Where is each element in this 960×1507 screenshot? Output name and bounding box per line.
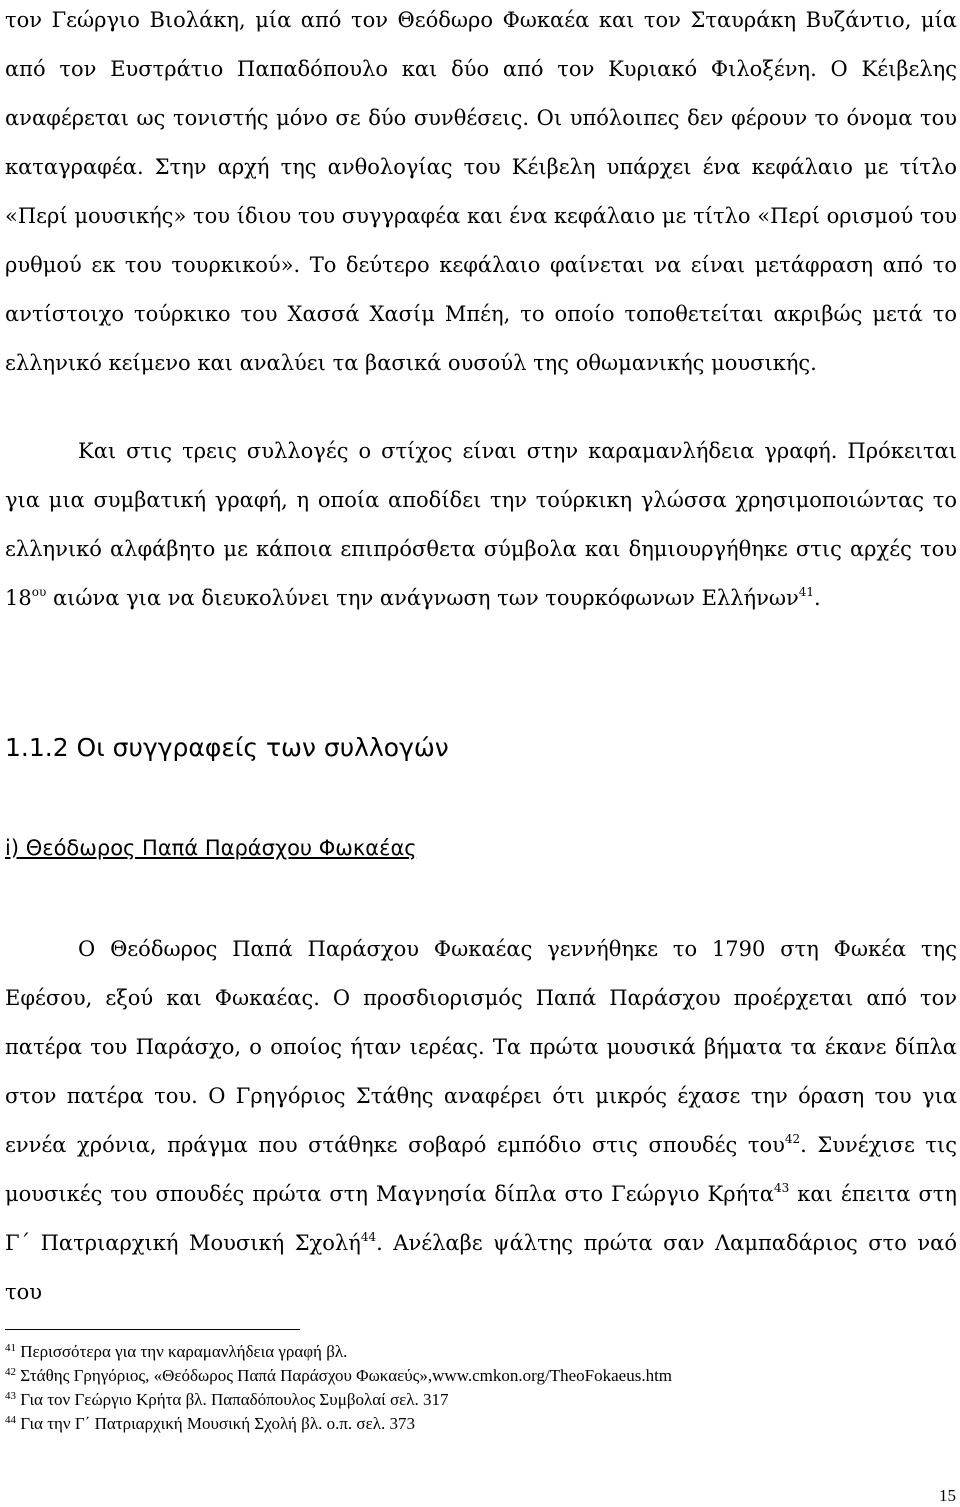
paragraph-3-text-b: . Συνέχισε τις μουσικές του σπουδές πρώτα στη Μαγνησία δίπλα στο Γεώργιο Κρήτα (5, 1133, 957, 1206)
section-heading: 1.1.2 Οι συγγραφείς των συλλογών (5, 733, 449, 762)
paragraph-2 (5, 427, 957, 623)
footnote-number: 42 (5, 1366, 16, 1378)
paragraph-2-text-c: . (814, 586, 821, 610)
footnote-text: Για τον Γεώργιο Κρήτα βλ. Παπαδόπουλος Συμβολαί σελ. 317 (16, 1390, 449, 1409)
paragraph-3-text-a: Ο Θεόδωρος Παπά Παράσχου Φωκαέας γεννήθηκε το 1790 στη Φωκέα της Εφέσου, εξού και Φωκαέας. Ο προσδιορισμός Παπά Παράσχου προέρχεται από τον πατέρα του Παράσχο, ο οποίος ήταν ιερέας. Τα πρώτα μουσικά βήματα τα έκανε δίπλα στον πατέρα του. Ο Γρηγόριος Στάθης αναφέρει ότι μικρός έχασε την όραση του για εννέα χρόνια, πράγμα που στάθηκε σοβαρό εμπόδιο στις σπουδές του (5, 937, 957, 1157)
footnote-text: Για την Γ΄ Πατριαρχική Μουσική Σχολή βλ. ο.π. σελ. 373 (16, 1414, 415, 1433)
footnote-42 (5, 1364, 955, 1388)
footnote-ref-41[interactable]: 41 (798, 585, 815, 599)
footnote-ref-43[interactable]: 43 (773, 1181, 790, 1195)
footnotes (5, 1340, 955, 1436)
paragraph-3-text-c: και έπειτα στη Γ΄ Πατριαρχική Μουσική Σχολή (5, 1182, 957, 1255)
footnote-number: 43 (5, 1390, 16, 1402)
page-number: 15 (939, 1486, 956, 1505)
ordinal-superscript: ου (31, 585, 47, 599)
footnote-number: 41 (5, 1342, 16, 1354)
footnote-separator (5, 1329, 300, 1330)
footnote-text: Στάθης Γρηγόριος, «Θεόδωρος Παπά Παράσχου Φωκαεύς»,www.cmkon.org/TheoFokaeus.htm (16, 1366, 673, 1385)
paragraph-2-text-b: αιώνα για να διευκολύνει την ανάγνωση των τουρκόφωνων Ελλήνων (46, 586, 799, 610)
footnote-ref-42[interactable]: 42 (784, 1132, 801, 1146)
paragraph-3-text-d: . Ανέλαβε ψάλτης πρώτα σαν Λαμπαδάριος στο ναό του (5, 1231, 958, 1304)
footnote-41 (5, 1340, 955, 1364)
paragraph-1 (5, 0, 957, 388)
subsection-heading: i) Θεόδωρος Παπά Παράσχου Φωκαέας (5, 836, 417, 860)
footnote-ref-44[interactable]: 44 (360, 1230, 377, 1244)
paragraph-1-text: τον Γεώργιο Βιολάκη, μία από τον Θεόδωρο Φωκαέα και τον Σταυράκη Βυζάντιο, μία από τον Ευστράτιο Παπαδόπουλο και δύο από τον Κυριακό Φιλοξένη. Ο Κέιβελης αναφέρεται ως τονιστής μόνο σε δύο συνθέσεις. Οι υπόλοιπες δεν φέρουν το όνομα του καταγραφέα. Στην αρχή της ανθολογίας του Κέιβελη υπάρχει ένα κεφάλαιο με τίτλο «Περί μουσικής» του ίδιου του συγγραφέα και ένα κεφάλαιο με τίτλο «Περί ορισμού του ρυθμού εκ του τουρκικού». Το δεύτερο κεφάλαιο φαίνεται να είναι μετάφραση από το αντίστοιχο τούρκικο του Χασσά Χασίμ Μπέη, το οποίο τοποθετείται ακριβώς μετά το ελληνικό κείμενο και αναλύει τα βασικά ουσούλ της οθωμανικής μουσικής. (5, 8, 957, 375)
footnote-44 (5, 1412, 955, 1436)
footnote-43 (5, 1388, 955, 1412)
paragraph-2-text-a: Και στις τρεις συλλογές ο στίχος είναι στην καραμανλήδεια γραφή. Πρόκειται για μια συμβατική γραφή, η οποία αποδίδει την τούρκικη γλώσσα χρησιμοποιώντας το ελληνικό αλφάβητο με κάποια επιπρόσθετα σύμβολα και δημιουργήθηκε στις αρχές του 18 (5, 439, 957, 610)
paragraph-3 (5, 925, 957, 1317)
footnote-number: 44 (5, 1414, 16, 1426)
footnote-text: Περισσότερα για την καραμανλήδεια γραφή βλ. (16, 1342, 348, 1361)
